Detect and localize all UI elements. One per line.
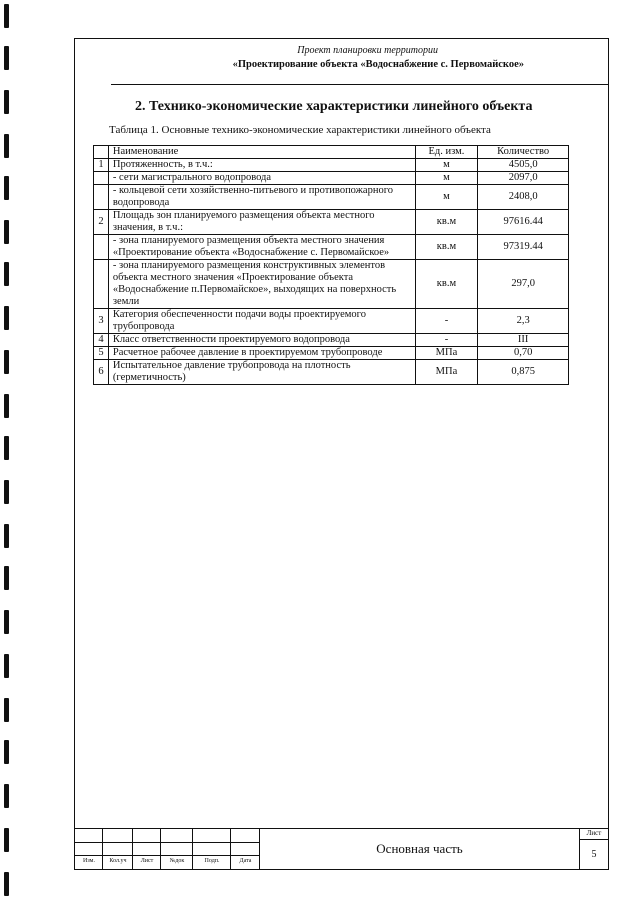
binding-mark bbox=[4, 220, 9, 244]
row-number bbox=[94, 260, 109, 309]
sheet-number: 5 bbox=[591, 848, 597, 860]
table-row bbox=[94, 260, 569, 309]
stamp-label-date: Дата bbox=[239, 858, 252, 864]
binding-mark bbox=[4, 654, 9, 678]
header-divider bbox=[111, 84, 608, 85]
binding-mark bbox=[4, 176, 9, 200]
row-unit: кв.м bbox=[415, 210, 478, 235]
binding-mark bbox=[4, 828, 9, 852]
stamp-label-count: Кол.уч bbox=[109, 858, 127, 864]
row-unit: МПа bbox=[415, 360, 478, 385]
row-name: - кольцевой сети хозяйственно-питьевого и противопожарного водопровода bbox=[108, 185, 415, 210]
binding-mark bbox=[4, 872, 9, 896]
binding-mark bbox=[4, 566, 9, 590]
table-row bbox=[94, 360, 569, 385]
row-name: - зона планируемого размещения конструктивных элементов объекта местного значения «Проектирование объекта «Водоснабжение п.Первомайское», выходящих на поверхность земли bbox=[108, 260, 415, 309]
column-header-name: Наименование bbox=[108, 146, 415, 159]
characteristics-table bbox=[93, 145, 569, 385]
row-number: 5 bbox=[94, 347, 109, 360]
row-unit: кв.м bbox=[415, 260, 478, 309]
stamp-row-line bbox=[75, 855, 260, 856]
table-row bbox=[94, 210, 569, 235]
row-name: Категория обеспеченности подачи воды проектируемого трубопровода bbox=[108, 309, 415, 334]
row-unit: м bbox=[415, 172, 478, 185]
column-header-unit: Ед. изм. bbox=[415, 146, 478, 159]
row-unit: - bbox=[415, 334, 478, 347]
row-name: Расчетное рабочее давление в проектируемом трубопроводе bbox=[108, 347, 415, 360]
title-block bbox=[75, 828, 608, 869]
binding-mark bbox=[4, 46, 9, 70]
row-number: 4 bbox=[94, 334, 109, 347]
stamp-label-sheet: Лист bbox=[140, 858, 154, 864]
page-frame bbox=[74, 38, 609, 870]
sheet-label: Лист bbox=[580, 829, 608, 840]
row-number bbox=[94, 235, 109, 260]
binding-mark bbox=[4, 698, 9, 722]
binding-mark bbox=[4, 524, 9, 548]
binding-mark bbox=[4, 394, 9, 418]
row-unit: м bbox=[415, 159, 478, 172]
stamp-document-title: Основная часть bbox=[260, 829, 580, 869]
binding-mark bbox=[4, 784, 9, 808]
table-row bbox=[94, 235, 569, 260]
row-number bbox=[94, 185, 109, 210]
row-quantity: III bbox=[478, 334, 569, 347]
row-unit: - bbox=[415, 309, 478, 334]
stamp-label-signature: Подп. bbox=[204, 858, 220, 864]
row-number: 3 bbox=[94, 309, 109, 334]
row-quantity: 297,0 bbox=[478, 260, 569, 309]
row-name: - зона планируемого размещения объекта местного значения «Проектирование объекта «Водоснабжение с. Первомайское» bbox=[108, 235, 415, 260]
row-quantity: 97319.44 bbox=[478, 235, 569, 260]
header-project-title: «Проектирование объекта «Водоснабжение с. Первомайское» bbox=[232, 59, 524, 70]
binding-mark bbox=[4, 134, 9, 158]
binding-mark bbox=[4, 436, 9, 460]
table-row bbox=[94, 334, 569, 347]
stamp-label-doc: №док bbox=[169, 858, 185, 864]
row-unit: кв.м bbox=[415, 235, 478, 260]
row-number bbox=[94, 172, 109, 185]
binding-mark bbox=[4, 4, 9, 28]
header-project-type: Проект планировки территории bbox=[297, 45, 438, 56]
table-row bbox=[94, 185, 569, 210]
table-row bbox=[94, 309, 569, 334]
stamp-row-line bbox=[75, 842, 260, 843]
section-title: 2. Технико-экономические характеристики линейного объекта bbox=[135, 99, 533, 114]
binding-mark bbox=[4, 90, 9, 114]
binding-mark bbox=[4, 740, 9, 764]
row-unit: МПа bbox=[415, 347, 478, 360]
row-name: Класс ответственности проектируемого водопровода bbox=[108, 334, 415, 347]
stamp-label-change: Изм. bbox=[83, 858, 95, 864]
table-row bbox=[94, 172, 569, 185]
row-quantity: 97616.44 bbox=[478, 210, 569, 235]
binding-mark bbox=[4, 610, 9, 634]
binding-mark bbox=[4, 262, 9, 286]
row-quantity: 0,70 bbox=[478, 347, 569, 360]
table-row bbox=[94, 347, 569, 360]
row-name: Испытательное давление трубопровода на плотность (герметичность) bbox=[108, 360, 415, 385]
row-unit: м bbox=[415, 185, 478, 210]
row-quantity: 2097,0 bbox=[478, 172, 569, 185]
row-name: - сети магистрального водопровода bbox=[108, 172, 415, 185]
table-header-row bbox=[94, 146, 569, 159]
header-num-cell bbox=[94, 146, 109, 159]
row-quantity: 2,3 bbox=[478, 309, 569, 334]
table-row bbox=[94, 159, 569, 172]
row-name: Протяженность, в т.ч.: bbox=[108, 159, 415, 172]
binding-mark bbox=[4, 306, 9, 330]
row-number: 2 bbox=[94, 210, 109, 235]
binding-mark bbox=[4, 480, 9, 504]
row-number: 1 bbox=[94, 159, 109, 172]
row-quantity: 4505,0 bbox=[478, 159, 569, 172]
binding-mark bbox=[4, 350, 9, 374]
table-caption: Таблица 1. Основные технико-экономические характеристики линейного объекта bbox=[109, 124, 491, 136]
row-quantity: 0,875 bbox=[478, 360, 569, 385]
column-header-quantity: Количество bbox=[478, 146, 569, 159]
row-quantity: 2408,0 bbox=[478, 185, 569, 210]
row-number: 6 bbox=[94, 360, 109, 385]
row-name: Площадь зон планируемого размещения объекта местного значения, в т.ч.: bbox=[108, 210, 415, 235]
